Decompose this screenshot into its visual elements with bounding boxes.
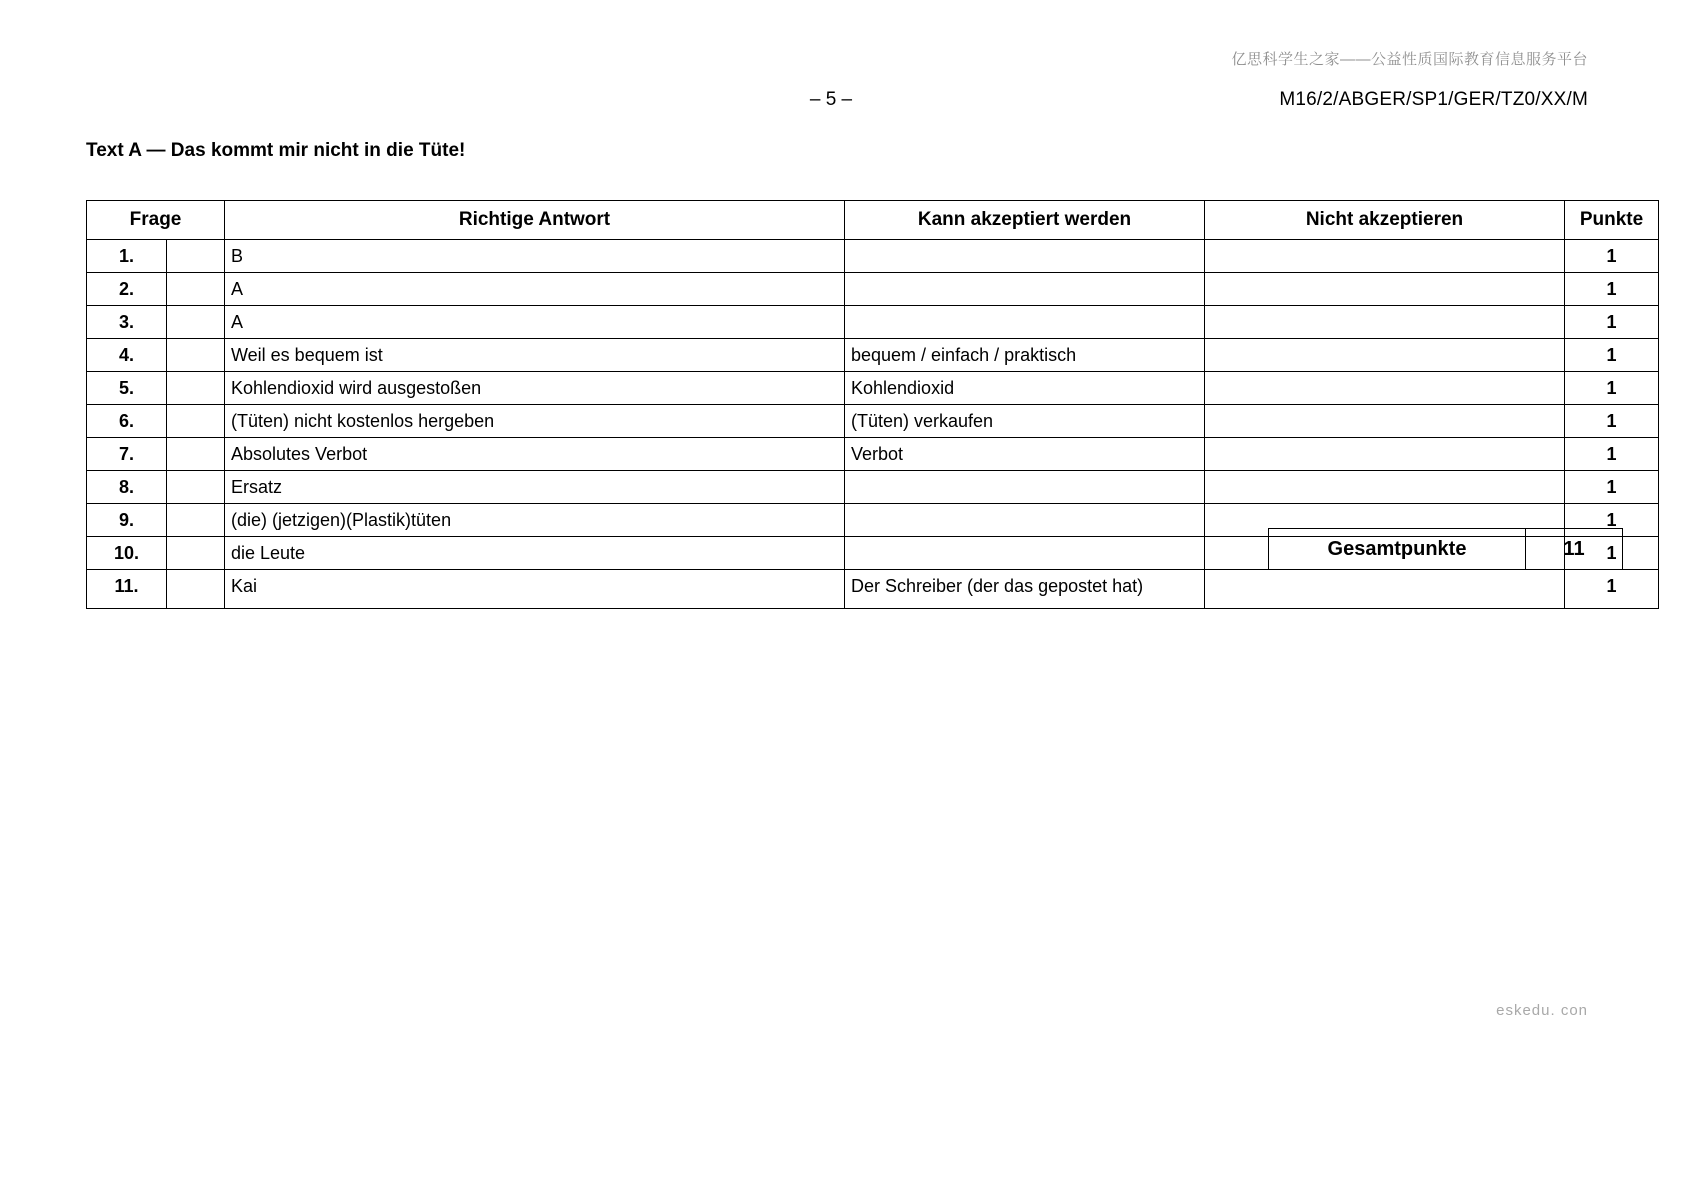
table-row bbox=[87, 471, 1659, 504]
cell-points: 1 bbox=[1565, 438, 1659, 471]
column-header-frage: Frage bbox=[87, 201, 225, 240]
table-row bbox=[87, 371, 1659, 404]
cell-points: 1 bbox=[1565, 405, 1659, 438]
cell-acceptable bbox=[845, 504, 1205, 537]
cell-points: 1 bbox=[1565, 272, 1659, 305]
cell-subquestion bbox=[167, 371, 225, 404]
cell-question-number: 11. bbox=[87, 570, 167, 608]
cell-subquestion bbox=[167, 272, 225, 305]
cell-points: 1 bbox=[1565, 471, 1659, 504]
cell-not-acceptable bbox=[1205, 239, 1565, 272]
cell-correct-answer: die Leute bbox=[225, 537, 845, 570]
cell-subquestion bbox=[167, 570, 225, 608]
column-header-nicht-akzeptieren: Nicht akzeptieren bbox=[1205, 201, 1565, 240]
cell-not-acceptable bbox=[1205, 438, 1565, 471]
total-row bbox=[1269, 529, 1623, 570]
cell-correct-answer: B bbox=[225, 239, 845, 272]
paper-code: M16/2/ABGER/SP1/GER/TZ0/XX/M bbox=[1279, 89, 1588, 110]
page-number-text: – 5 – bbox=[809, 89, 853, 110]
cell-question-number: 10. bbox=[87, 537, 167, 570]
cell-correct-answer: (Tüten) nicht kostenlos hergeben bbox=[225, 405, 845, 438]
cell-not-acceptable bbox=[1205, 338, 1565, 371]
total-label: Gesamtpunkte bbox=[1269, 529, 1526, 570]
cell-points: 1 bbox=[1565, 570, 1659, 608]
cell-not-acceptable bbox=[1205, 305, 1565, 338]
column-header-richtige-antwort: Richtige Antwort bbox=[225, 201, 845, 240]
cell-not-acceptable bbox=[1205, 471, 1565, 504]
cell-question-number: 4. bbox=[87, 338, 167, 371]
cell-points: 1 bbox=[1565, 305, 1659, 338]
page-title: Text A — Das kommt mir nicht in die Tüte! bbox=[86, 140, 466, 161]
cell-correct-answer: Absolutes Verbot bbox=[225, 438, 845, 471]
cell-correct-answer: (die) (jetzigen)(Plastik)tüten bbox=[225, 504, 845, 537]
cell-acceptable: bequem / einfach / praktisch bbox=[845, 338, 1205, 371]
cell-question-number: 2. bbox=[87, 272, 167, 305]
table-row bbox=[87, 272, 1659, 305]
column-header-punkte: Punkte bbox=[1565, 201, 1659, 240]
bottom-watermark: eskedu. con bbox=[1496, 1002, 1588, 1019]
cell-question-number: 5. bbox=[87, 371, 167, 404]
table-row bbox=[87, 239, 1659, 272]
cell-correct-answer: Weil es bequem ist bbox=[225, 338, 845, 371]
cell-correct-answer: A bbox=[225, 272, 845, 305]
cell-points: 1 bbox=[1565, 504, 1659, 537]
cell-subquestion bbox=[167, 338, 225, 371]
cell-subquestion bbox=[167, 305, 225, 338]
cell-correct-answer: Ersatz bbox=[225, 471, 845, 504]
cell-subquestion bbox=[167, 537, 225, 570]
cell-acceptable bbox=[845, 471, 1205, 504]
cell-subquestion bbox=[167, 239, 225, 272]
cell-not-acceptable bbox=[1205, 405, 1565, 438]
cell-correct-answer: A bbox=[225, 305, 845, 338]
cell-acceptable bbox=[845, 272, 1205, 305]
total-value: 11 bbox=[1526, 529, 1623, 570]
table-row bbox=[87, 305, 1659, 338]
cell-points: 1 bbox=[1565, 338, 1659, 371]
cell-acceptable bbox=[845, 305, 1205, 338]
cell-acceptable: Kohlendioxid bbox=[845, 371, 1205, 404]
cell-subquestion bbox=[167, 471, 225, 504]
cell-not-acceptable bbox=[1205, 570, 1565, 608]
cell-acceptable: (Tüten) verkaufen bbox=[845, 405, 1205, 438]
cell-not-acceptable bbox=[1205, 272, 1565, 305]
cell-correct-answer: Kai bbox=[225, 570, 845, 608]
table-header-row bbox=[87, 201, 1659, 240]
table-row bbox=[87, 338, 1659, 371]
cell-acceptable: Verbot bbox=[845, 438, 1205, 471]
column-header-kann-akzeptiert-werden: Kann akzeptiert werden bbox=[845, 201, 1205, 240]
cell-points: 1 bbox=[1565, 537, 1659, 570]
cell-correct-answer: Kohlendioxid wird ausgestoßen bbox=[225, 371, 845, 404]
cell-points: 1 bbox=[1565, 371, 1659, 404]
cell-question-number: 6. bbox=[87, 405, 167, 438]
cell-question-number: 9. bbox=[87, 504, 167, 537]
table-row bbox=[87, 405, 1659, 438]
table-row bbox=[87, 438, 1659, 471]
cell-subquestion bbox=[167, 405, 225, 438]
cell-subquestion bbox=[167, 504, 225, 537]
cell-question-number: 1. bbox=[87, 239, 167, 272]
cell-acceptable bbox=[845, 239, 1205, 272]
cell-subquestion bbox=[167, 438, 225, 471]
total-row-container bbox=[1268, 528, 1616, 570]
cell-points: 1 bbox=[1565, 239, 1659, 272]
cell-question-number: 3. bbox=[87, 305, 167, 338]
cell-question-number: 7. bbox=[87, 438, 167, 471]
cell-not-acceptable bbox=[1205, 371, 1565, 404]
totals-table bbox=[1268, 528, 1623, 570]
cell-acceptable: Der Schreiber (der das gepostet hat) bbox=[845, 570, 1205, 608]
cell-question-number: 8. bbox=[87, 471, 167, 504]
top-watermark: 亿思科学生之家——公益性质国际教育信息服务平台 bbox=[1231, 51, 1588, 68]
table-row bbox=[87, 570, 1659, 608]
cell-acceptable bbox=[845, 537, 1205, 570]
